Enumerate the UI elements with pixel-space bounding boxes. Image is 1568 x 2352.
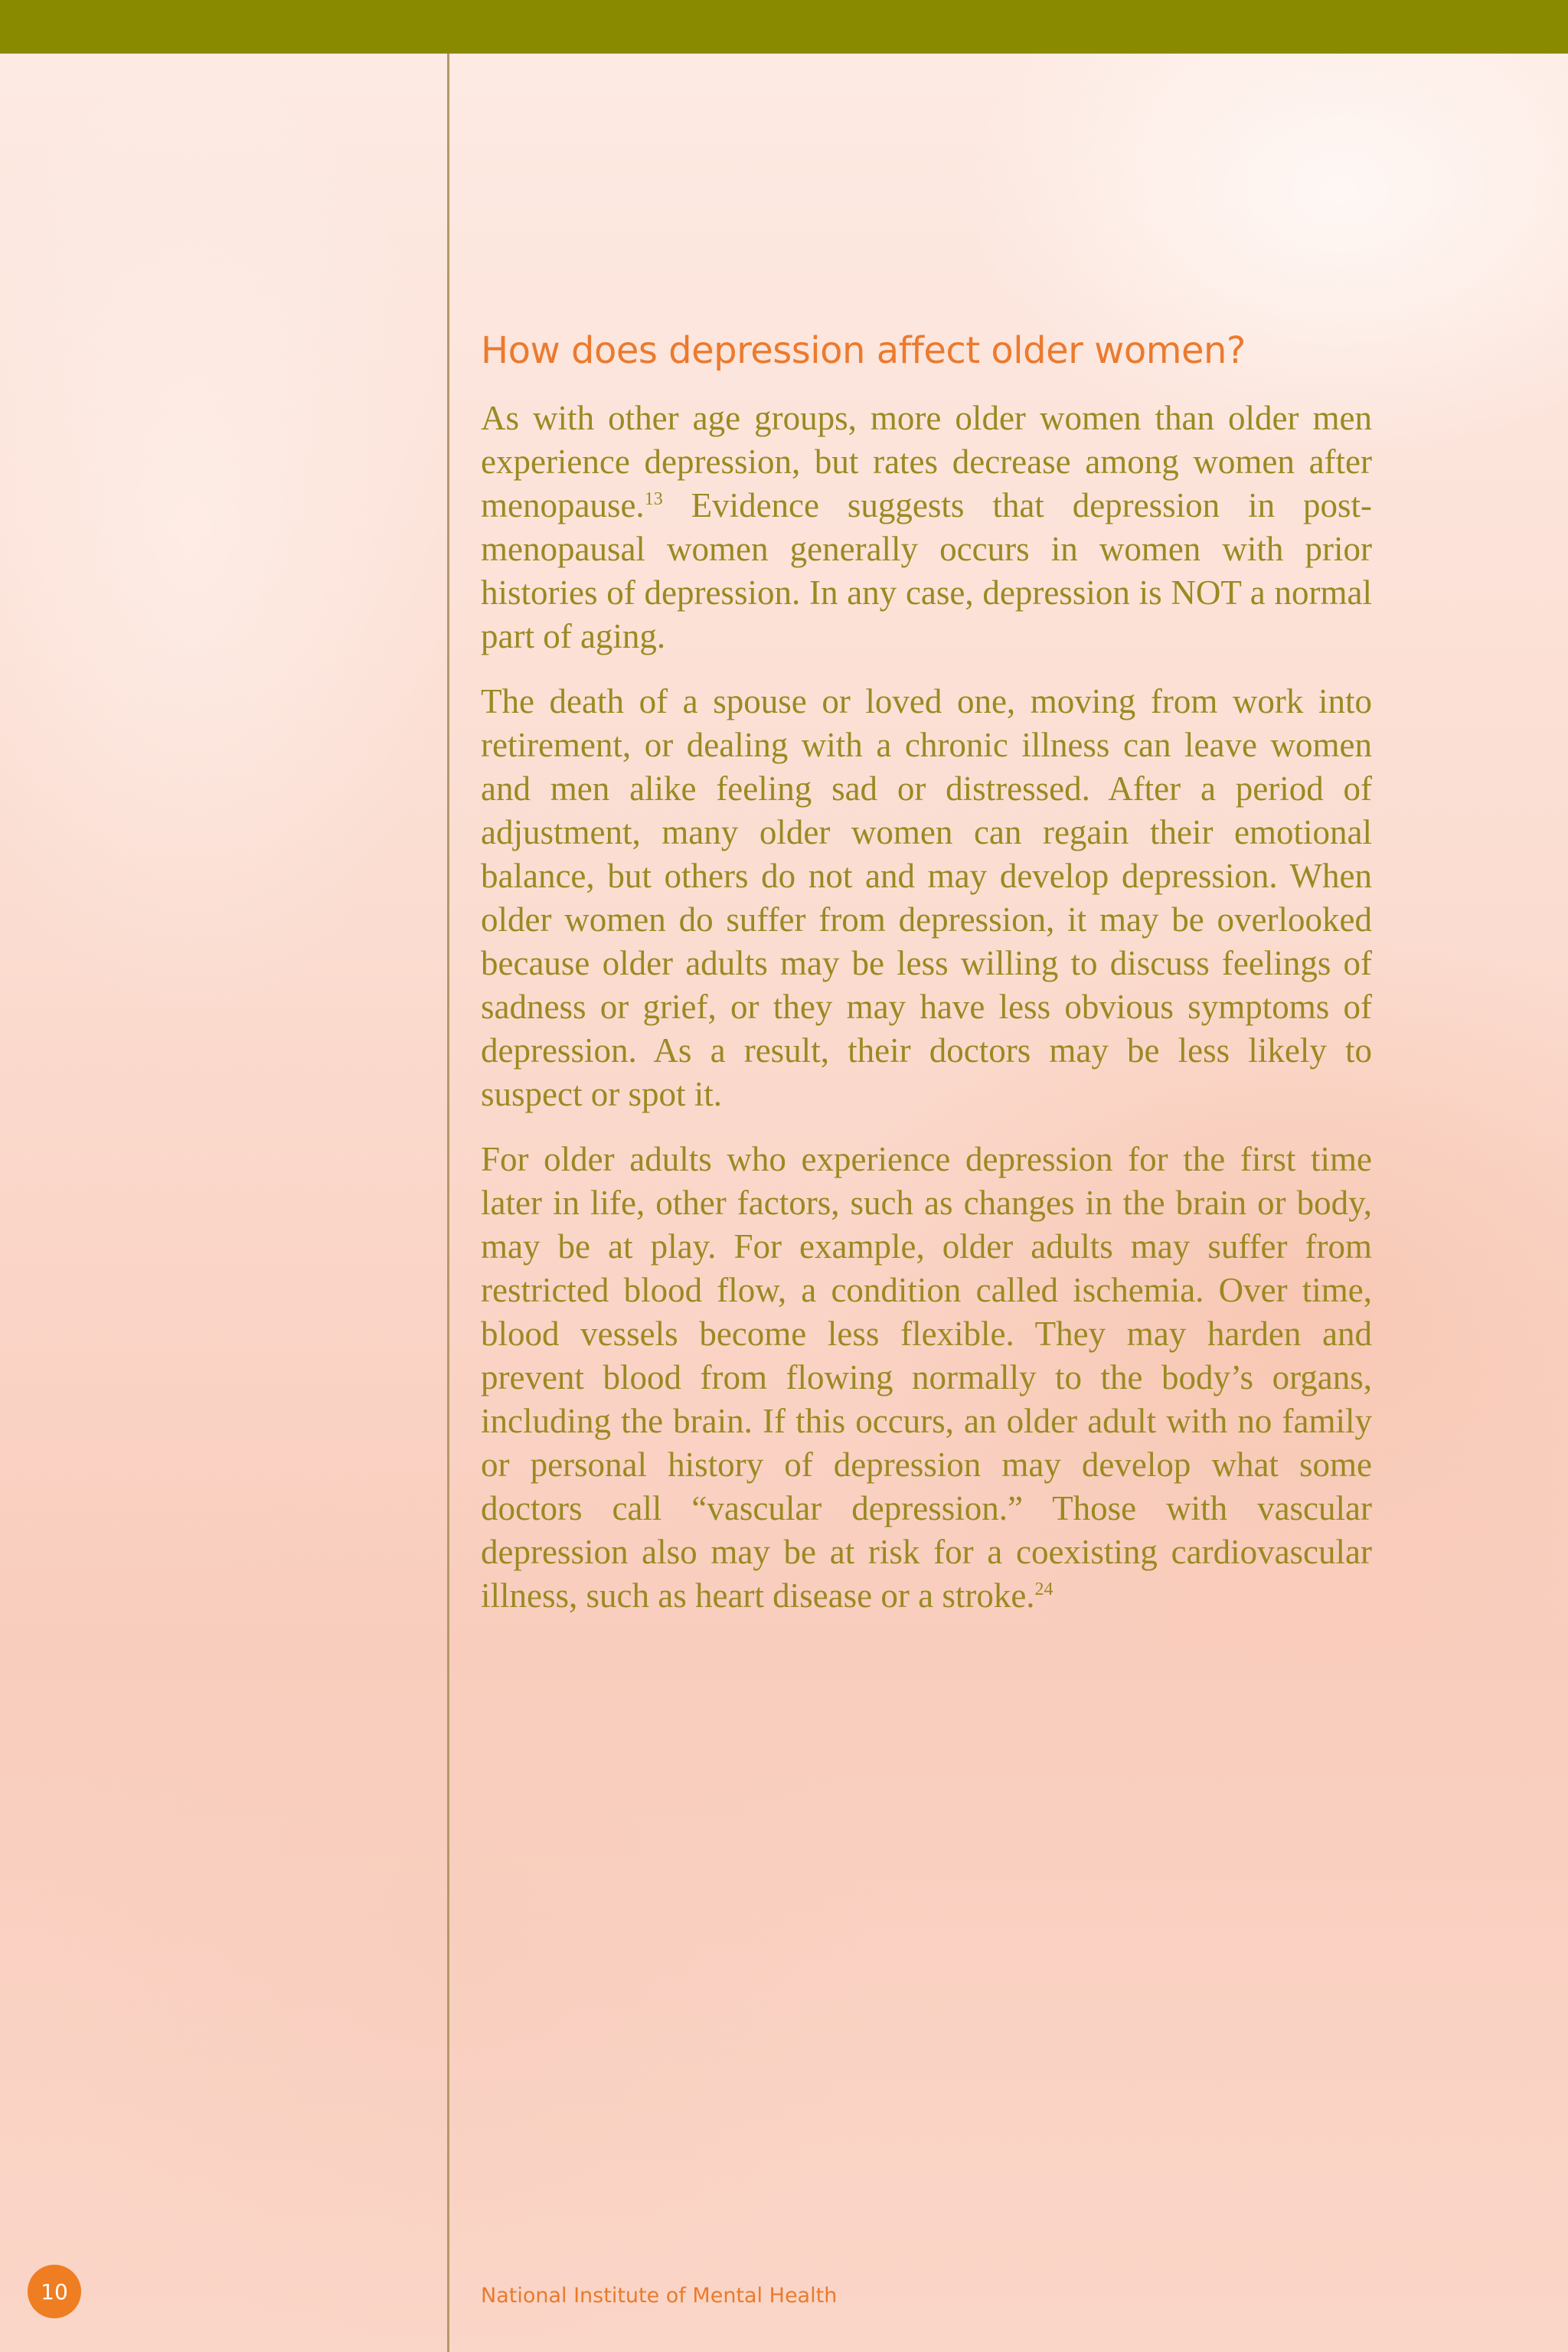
paragraph-1-text: As with other age groups, more older women than older men experience depression, but rates decrease among women after menopause. <box>481 398 1372 524</box>
footnote-ref-13: 13 <box>644 488 663 509</box>
paragraph-1 <box>481 397 1372 658</box>
page-number-badge: 10 <box>28 2265 81 2318</box>
footer-organization: National Institute of Mental Health <box>481 2284 838 2308</box>
paragraph-3 <box>481 1138 1372 1618</box>
vertical-divider <box>447 54 449 2352</box>
footnote-ref-24: 24 <box>1034 1579 1054 1599</box>
section-heading: How does depression affect older women? <box>481 329 1246 372</box>
paragraph-3-text: For older adults who experience depression for the first time later in life, other factors, such as changes in the brain or body, may be at play. For example, older adults may suffer from restricted blood flow, a condition called ischemia. Over time, blood vessels become less flexible. They may harden and prevent blood from flowing normally to the body’s organs, including the brain. If this occurs, an older adult with no family or personal history of depression may develop what some doctors call “vascular depression.” Those with vascular depression also may be at risk for a coexisting cardiovascular illness, such as heart disease or a stroke. <box>481 1139 1372 1615</box>
article-content <box>481 329 1372 1639</box>
top-color-bar <box>0 0 1568 54</box>
paragraph-2: The death of a spouse or loved one, moving from work into retirement, or dealing with a chronic illness can leave women and men alike feeling sad or distressed. After a period of adjustment, many older women can regain their emotional balance, but others do not and may develop depression. When older women do suffer from depression, it may be overlooked because older adults may be less willing to discuss feelings of sadness or grief, or they may have less obvious symptoms of depression. As a result, their doctors may be less likely to suspect or spot it. <box>481 681 1372 1113</box>
paragraph-1-text-continued: Evidence suggests that depression in post-menopausal women generally occurs in women with prior histories of depression. In any case, depression is NOT a normal part of aging. <box>481 485 1372 655</box>
